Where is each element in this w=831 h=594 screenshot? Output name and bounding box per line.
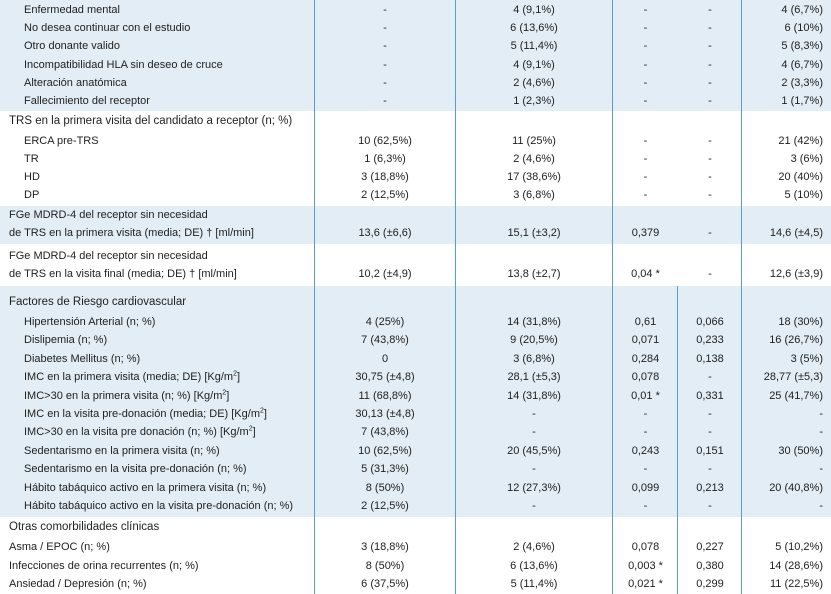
total-value: 2 (3,3%): [781, 76, 823, 89]
table-row: [0, 460, 831, 478]
p-value-1: 0,003 *: [628, 559, 663, 572]
table-row: [0, 497, 831, 515]
table-row: [0, 37, 831, 55]
row-label: [24, 37, 120, 55]
row-label-superscript: 2: [259, 407, 264, 415]
row-label-text: Asma / EPOC (n; %): [9, 541, 110, 553]
row-label-text: Enfermedad mental: [24, 4, 120, 16]
p-value-2: -: [708, 153, 712, 165]
donor1-value: 8 (50%): [365, 559, 405, 572]
row-label-tail: ]: [252, 426, 256, 439]
donor2-value: 5 (11,4%): [510, 578, 558, 591]
total-value: -: [819, 408, 823, 420]
table-row: [0, 132, 831, 150]
donor2-value: 28,1 (±5,3): [507, 371, 561, 384]
p-value-1: -: [643, 189, 648, 201]
donor1-value: -: [383, 4, 387, 16]
table-row: [0, 74, 831, 92]
donor2-value: 3 (6,8%): [513, 189, 555, 201]
p-value-2: -: [708, 426, 712, 439]
row-label-text: Hábito tabáquico activo en la primera visita (n; %): [24, 481, 267, 494]
donor2-value: 3 (6,8%): [513, 352, 555, 365]
total-value: 4 (6,7%): [781, 4, 823, 16]
row-label: [24, 460, 247, 478]
row-label-superscript: 2: [222, 388, 227, 396]
p-value-2: 0,380: [696, 559, 724, 572]
fge2-donor1: 10,2 (±4,9): [358, 268, 412, 280]
p-value-2: 0,227: [696, 541, 724, 553]
row-label-text: IMC>30 en la primera visita (n; %) [Kg/m: [24, 389, 223, 402]
donor2-value: 14 (31,8%): [507, 389, 561, 402]
row-label: [24, 442, 220, 460]
donor1-value: 3 (18,8%): [361, 171, 409, 183]
row-label-superscript: 2: [233, 370, 237, 378]
p-value-1: -: [643, 408, 648, 420]
table-row: [0, 387, 831, 405]
total-value: 5 (10,2%): [775, 541, 823, 553]
row-label-text: HD: [24, 171, 40, 183]
fge1-p1: 0,379: [631, 227, 660, 239]
donor2-value: 20 (45,5%): [507, 444, 561, 457]
p-value-1: 0,243: [631, 444, 660, 457]
total-value: 25 (41,7%): [769, 389, 823, 402]
table-row: [0, 313, 831, 331]
row-label-text: IMC en la primera visita (media; DE) [Kg/m: [24, 371, 234, 384]
donor1-value: 10 (62,5%): [358, 444, 412, 457]
fge2-label-line2: de TRS en la visita final (media; DE) † [ml/min]: [9, 268, 237, 280]
total-value: 1 (1,7%): [781, 95, 823, 107]
total-value: -: [819, 463, 823, 476]
p-value-1: -: [643, 4, 648, 16]
total-value: 28,77 (±5,3): [763, 371, 823, 384]
donor1-value: -: [383, 58, 387, 71]
total-value: 16 (26,7%): [769, 334, 823, 347]
total-value: -: [819, 426, 823, 439]
row-label: [24, 56, 223, 74]
p-value-2: 0,138: [696, 352, 724, 365]
table-row: [0, 186, 831, 204]
row-label: [24, 92, 150, 110]
table-row: [0, 479, 831, 497]
donor1-value: -: [383, 22, 387, 35]
row-label-text: DP: [24, 189, 40, 201]
row-label: [9, 557, 199, 575]
row-label-text: Sedentarismo en la visita pre-donación (n; %): [24, 463, 247, 476]
p-value-1: 0,078: [631, 541, 660, 553]
donor2-value: -: [532, 463, 536, 476]
donor1-value: 2 (12,5%): [361, 500, 409, 512]
p-value-2: -: [708, 371, 712, 384]
p-value-2: 0,066: [696, 316, 724, 328]
row-label: [9, 538, 110, 556]
total-value: 14 (28,6%): [769, 559, 823, 572]
p-value-2: -: [708, 58, 712, 71]
p-value-2: 0,233: [696, 334, 724, 347]
donor1-value: -: [383, 76, 387, 89]
row-label: [24, 150, 39, 168]
p-value-1: -: [643, 426, 648, 439]
p-value-1: -: [643, 95, 648, 107]
p-value-2: -: [708, 4, 712, 16]
fge2-p2: -: [708, 268, 712, 280]
row-label-text: Diabetes Mellitus (n; %): [24, 352, 141, 365]
donor2-value: 11 (25%): [512, 135, 556, 147]
table-row: [0, 368, 831, 386]
donor2-value: 2 (4,6%): [513, 541, 555, 553]
p-value-1: -: [643, 40, 648, 53]
donor2-value: 17 (38,6%): [507, 171, 561, 183]
row-label-tail: ]: [263, 408, 267, 420]
p-value-1: -: [643, 58, 648, 71]
total-value: 5 (10%): [784, 189, 823, 201]
p-value-1: -: [643, 22, 648, 35]
row-label: [24, 1, 120, 19]
donor1-value: 7 (43,8%): [361, 426, 409, 439]
table-row: [0, 92, 831, 110]
row-label: [24, 405, 267, 423]
row-label-text: Dislipemia (n; %): [24, 334, 108, 347]
fge2-donor2: 13,8 (±2,7): [507, 268, 561, 280]
p-value-1: 0,284: [631, 352, 660, 365]
table-row: [0, 1, 831, 19]
p-value-1: -: [643, 463, 648, 476]
table-row: [0, 331, 831, 349]
donor1-value: 2 (12,5%): [361, 189, 409, 201]
table-row: [0, 19, 831, 37]
total-value: 20 (40%): [778, 171, 823, 183]
donor1-value: 6 (37,5%): [361, 578, 409, 591]
row-label-text: IMC en la visita pre-donación (media; DE) [Kg/m: [24, 408, 260, 420]
row-label-text: Hipertensión Arterial (n; %): [24, 316, 156, 328]
table-row: [0, 557, 831, 575]
donor2-value: 2 (4,6%): [513, 153, 555, 165]
p-value-2: -: [708, 40, 712, 53]
cv-header: Factores de Riesgo cardiovascular: [9, 296, 187, 308]
fge2-total: 12,6 (±3,9): [769, 268, 823, 280]
total-value: 3 (6%): [790, 153, 823, 165]
row-label-text: Sedentarismo en la primera visita (n; %): [24, 444, 220, 457]
p-value-2: -: [708, 500, 712, 512]
p-value-2: -: [708, 463, 712, 476]
donor2-value: 2 (4,6%): [513, 76, 555, 89]
table-row: [0, 423, 831, 441]
row-label-text: Alteración anatómica: [24, 76, 127, 89]
donor1-value: 4 (25%): [365, 316, 405, 328]
table-row: [0, 575, 831, 593]
donor1-value: 11 (68,8%): [358, 389, 412, 402]
row-label: [24, 313, 155, 331]
row-label: [24, 132, 99, 150]
donor2-value: 4 (9,1%): [513, 58, 555, 71]
p-value-2: 0,151: [696, 444, 724, 457]
row-label: [24, 479, 266, 497]
p-value-1: -: [643, 171, 648, 183]
row-label: [24, 368, 240, 386]
donor2-value: -: [532, 426, 536, 439]
table-row: [0, 150, 831, 168]
total-value: 5 (8,3%): [781, 40, 823, 53]
p-value-1: -: [643, 76, 648, 89]
total-value: 6 (10%): [784, 22, 823, 35]
fge1-label-line1: FGe MDRD-4 del receptor sin necesidad: [9, 209, 208, 221]
p-value-2: -: [708, 22, 712, 35]
fge1-total: 14,6 (±4,5): [769, 227, 823, 239]
row-label: [24, 331, 107, 349]
p-value-1: 0,078: [631, 371, 660, 384]
fge1-p2: -: [708, 227, 712, 239]
p-value-2: 0,331: [696, 389, 724, 402]
donor1-value: 1 (6,3%): [364, 153, 406, 165]
row-label: [24, 19, 190, 37]
donor1-value: 5 (31,3%): [361, 463, 409, 476]
fge2-p1: 0,04 *: [631, 268, 660, 280]
donor1-value: -: [383, 40, 387, 53]
row-label: [24, 387, 229, 405]
donor1-value: 30,13 (±4,8): [355, 408, 415, 420]
table-row: [0, 350, 831, 368]
row-label-text: No desea continuar con el estudio: [24, 22, 191, 35]
donor1-value: 0: [381, 352, 389, 365]
donor1-value: 7 (43,8%): [361, 334, 409, 347]
p-value-1: 0,099: [631, 481, 660, 494]
total-value: -: [819, 500, 823, 512]
table-row: [0, 56, 831, 74]
row-label-text: Otro donante valido: [24, 40, 121, 53]
donor2-value: 5 (11,4%): [510, 40, 558, 53]
p-value-1: 0,01 *: [631, 389, 660, 402]
donor2-value: 9 (20,5%): [510, 334, 558, 347]
p-value-1: 0,61: [634, 316, 657, 328]
row-label-text: Infecciones de orina recurrentes (n; %): [9, 559, 199, 572]
donor2-value: 6 (13,6%): [510, 559, 558, 572]
donor2-value: 12 (27,3%): [507, 481, 561, 494]
row-label: [9, 575, 147, 593]
trs-header: TRS en la primera visita del candidato a receptor (n; %): [9, 115, 293, 127]
total-value: 21 (42%): [778, 135, 823, 147]
total-value: 3 (5%): [790, 352, 823, 365]
p-value-2: -: [708, 135, 712, 147]
row-label-text: Hábito tabáquico activo en la visita pre-donación (n; %): [24, 500, 294, 512]
donor2-value: 4 (9,1%): [513, 4, 555, 16]
fge1-donor1: 13,6 (±6,6): [358, 227, 412, 239]
fge1-label-line2: de TRS en la primera visita (media; DE) † [ml/min]: [9, 227, 254, 239]
p-value-2: -: [708, 171, 712, 183]
otras-header: Otras comorbilidades clínicas: [9, 521, 160, 533]
p-value-1: -: [643, 153, 648, 165]
total-value: 4 (6,7%): [781, 58, 823, 71]
row-label: [24, 423, 256, 441]
fge2-label-line1: FGe MDRD-4 del receptor sin necesidad: [9, 250, 208, 262]
p-value-1: -: [643, 500, 648, 512]
row-label-text: ERCA pre-TRS: [24, 135, 99, 147]
total-value: 20 (40,8%): [769, 481, 823, 494]
table-row: [0, 168, 831, 186]
row-label: [24, 497, 293, 515]
p-value-2: -: [708, 189, 712, 201]
donor1-value: -: [383, 95, 387, 107]
row-label-superscript: 2: [248, 425, 253, 433]
row-label: [24, 74, 127, 92]
donor2-value: -: [532, 500, 536, 512]
donor2-value: 6 (13,6%): [510, 22, 558, 35]
table-row: [0, 442, 831, 460]
donor1-value: 3 (18,8%): [361, 541, 409, 553]
p-value-2: 0,213: [696, 481, 724, 494]
p-value-2: -: [708, 95, 712, 107]
row-label-tail: ]: [226, 389, 230, 402]
p-value-2: -: [708, 408, 712, 420]
total-value: 11 (22,5%): [770, 578, 823, 591]
donor1-value: 30,75 (±4,8): [355, 371, 415, 384]
row-label-text: TR: [24, 153, 39, 165]
row-label-tail: ]: [236, 371, 241, 384]
row-label-text: Fallecimiento del receptor: [24, 95, 150, 107]
p-value-2: 0,299: [696, 578, 724, 591]
p-value-2: -: [708, 76, 712, 89]
row-label: [24, 350, 140, 368]
fge1-donor2: 15,1 (±3,2): [507, 227, 561, 239]
p-value-1: 0,021 *: [628, 578, 663, 591]
total-value: 30 (50%): [778, 444, 823, 457]
donor1-value: 8 (50%): [365, 481, 405, 494]
row-label: [24, 186, 39, 204]
table-row: [0, 405, 831, 423]
row-label-text: Ansiedad / Depresión (n; %): [9, 578, 147, 591]
donor2-value: -: [532, 408, 536, 420]
donor2-value: 1 (2,3%): [513, 95, 555, 107]
donor2-value: 14 (31,8%): [507, 316, 561, 328]
p-value-1: 0,071: [631, 334, 660, 347]
row-label-text: IMC>30 en la visita pre donación (n; %) [Kg/m: [24, 426, 249, 439]
total-value: 18 (30%): [778, 316, 823, 328]
table-row: [0, 538, 831, 556]
donor1-value: 10 (62,5%): [358, 135, 412, 147]
p-value-1: -: [643, 135, 648, 147]
row-label: [24, 168, 40, 186]
row-label-text: Incompatibilidad HLA sin deseo de cruce: [24, 58, 223, 71]
